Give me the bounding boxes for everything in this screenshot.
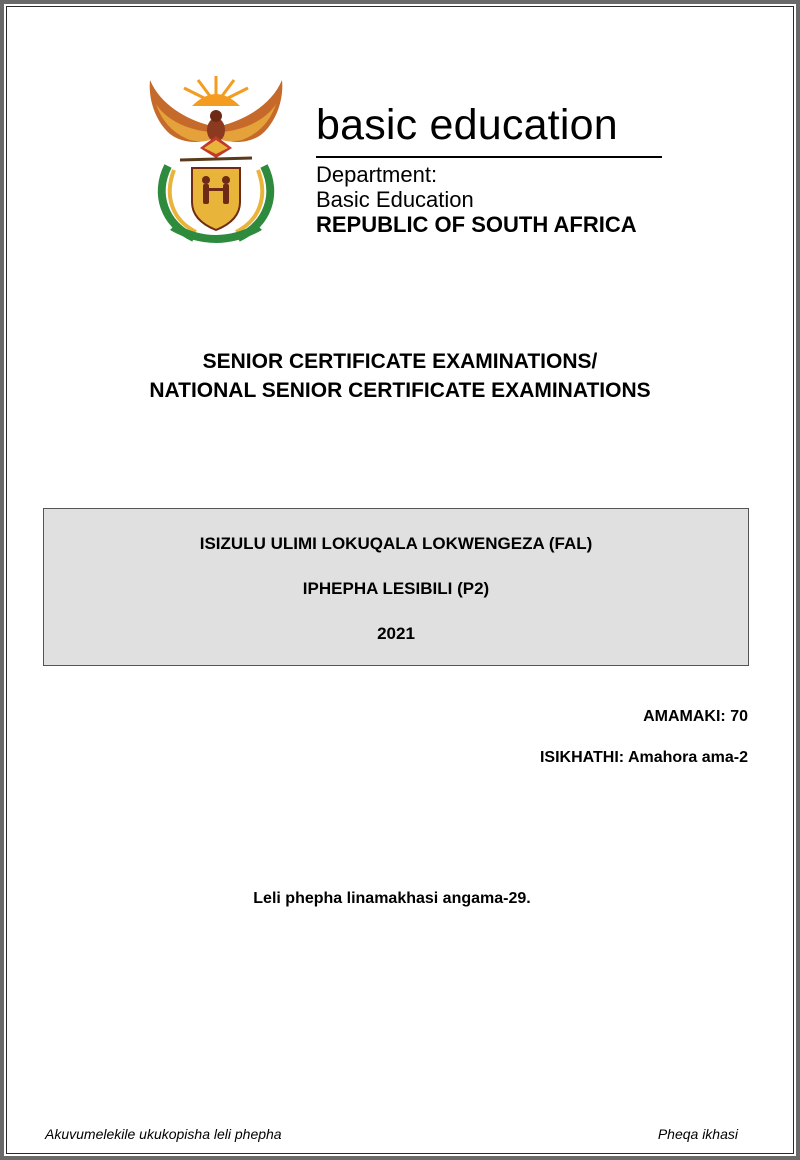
turn-page-note: Pheqa ikhasi (657, 1126, 738, 1142)
coat-of-arms-icon (146, 74, 286, 250)
page-count-note: Leli phepha linamakhasi angama-29. (253, 890, 531, 907)
subject-box (43, 508, 749, 666)
header-logo-block (146, 74, 676, 254)
copyright-notice: Akuvumelekile ukukopisha leli phepha (45, 1126, 282, 1142)
brand-title: basic education (316, 101, 618, 149)
exam-heading (0, 347, 800, 405)
subject-name: ISIZULU ULIMI LOKUQALA LOKWENGEZA (FAL) (199, 534, 593, 553)
paper-number: IPHEPHA LESIBILI (P2) (302, 579, 490, 598)
brand-divider (316, 156, 662, 158)
exam-heading-line1: SENIOR CERTIFICATE EXAMINATIONS/ (202, 350, 598, 373)
total-marks: AMAMAKI: 70 (643, 708, 748, 725)
exam-year: 2021 (377, 624, 415, 643)
department-name: Basic Education (316, 187, 474, 212)
department-label: Department: (316, 162, 438, 187)
exam-heading-line2: NATIONAL SENIOR CERTIFICATE EXAMINATIONS (149, 379, 651, 402)
country-name: REPUBLIC OF SOUTH AFRICA (316, 212, 637, 237)
exam-duration: ISIKHATHI: Amahora ama-2 (539, 749, 748, 766)
